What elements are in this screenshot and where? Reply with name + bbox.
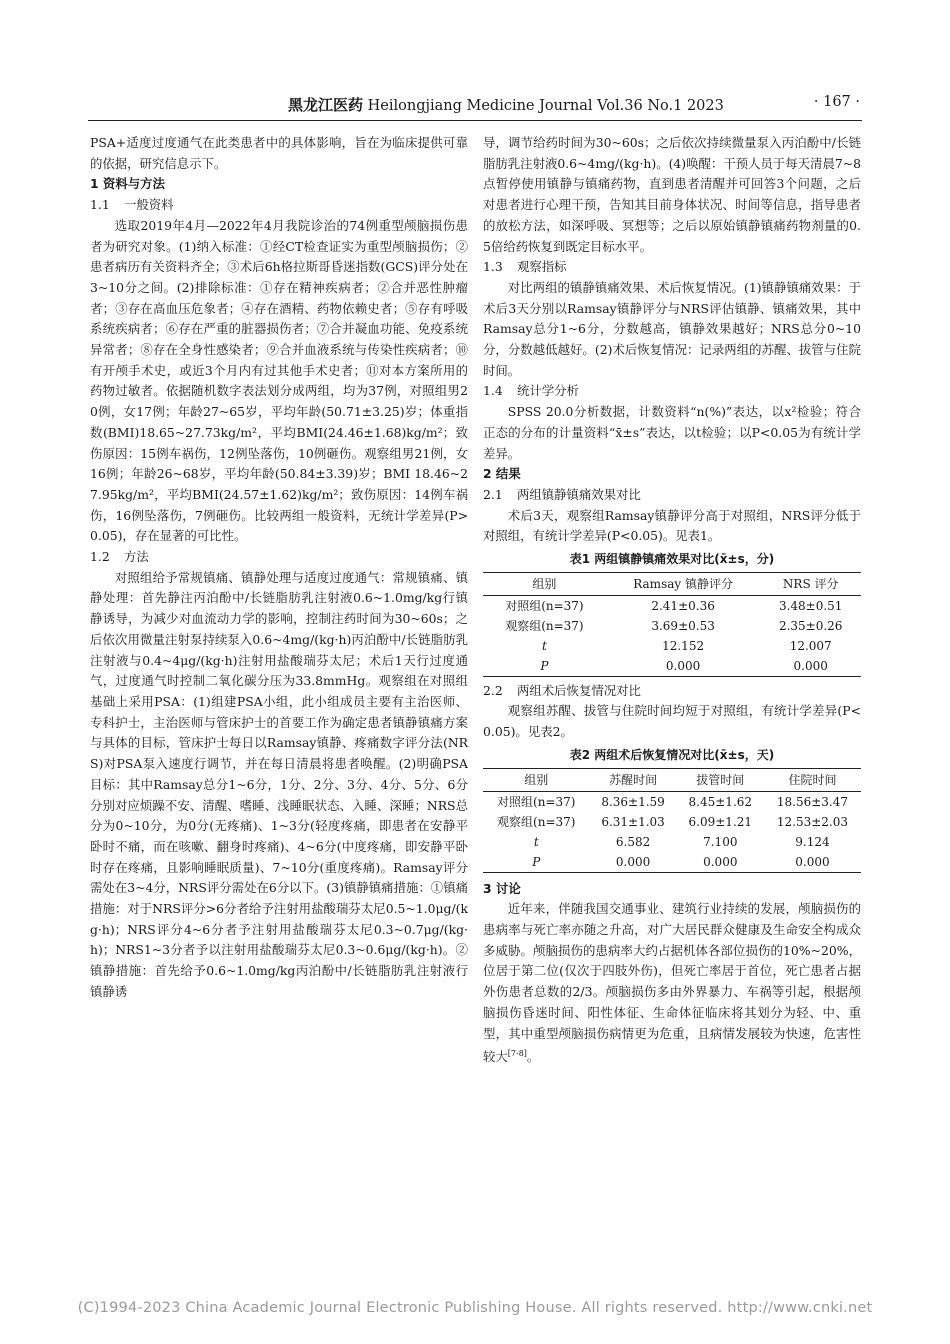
table-cell: 0.000 <box>795 854 830 869</box>
table-cell: 8.45±1.62 <box>688 794 753 809</box>
table-cell: 12.53±2.03 <box>776 814 849 829</box>
table-cell: P <box>540 658 549 673</box>
methods-paragraph: 对照组给予常规镇痛、镇静处理与适度过度通气：常规镇痛、镇静处理：首先静注丙泊酚中/长链脂肪乳注射液0.6~1.0mg/kg行镇静诱导，为减少对血流动力学的影响，控制注药时间为30~60s；之后依次用微量注射泵持续泵入0.6~4mg/(kg·h)丙泊酚中/长链脂肪乳注射液与0.4~4μg/(kg·h)注射用盐酸瑞芬太尼；术后1天行过度通气，过度通气时控制二氧化碳分压为33.8mmHg。观察组在对照组基础上采用PSA：(1)组建PSA小组，此小组成员主要有主治医师、专科护士，主治医师与管床护士的首要工作为确定患者镇静镇痛方案与具体的目标，管床护士每日以Ramsay镇静、疼痛数字评分法(NRS)对PSA泵入速度行调节，并在每日清晨将患者唤醒。(2)明确PSA目标：其中Ramsay总分1~6分，1分、2分、3分、4分、5分、6分分别对应烦躁不安、清醒、嗜睡、浅睡眠状态、入睡、深睡；NRS总分为0~10分，为0分(无疼痛)、1~3分(轻度疼痛，即患者在安静平卧时不痛，而在咳嗽、翻身时疼痛)、4~6分(中度疼痛，即安静平卧时存在疼痛，且影响睡眠质量)、7~10分(重度疼痛)。Ramsay评分需处在3~4分，NRS评分需处在6分以下。(3)镇静镇痛措施：①镇痛措施：对于NRS评分>6分者给予注射用盐酸瑞芬太尼0.5~1.0μg/(kg·h)；NRS评分4~6分者予注射用盐酸瑞芬太尼0.3~0.7μg/(kg·h)；NRS1~3分者予以注射用盐酸瑞芬太尼0.3~0.6μg/(kg·h)。②镇静措施：首先给予0.6~1.0mg/kg丙泊酚中/长链脂肪乳注射液行镇静诱 <box>90 569 468 999</box>
table-cell: 12.152 <box>662 638 705 653</box>
table-cell: 6.31±1.03 <box>601 814 665 829</box>
section-2-heading: 2 结果 <box>483 466 521 482</box>
table-cell: 2.41±0.36 <box>651 598 715 613</box>
table-cell: P <box>532 854 541 869</box>
table-header-cell: 组别 <box>524 772 549 787</box>
right-column <box>483 133 861 1068</box>
table-2-title: 表2 两组术后恢复情况对比(x̄±s，天) <box>569 747 775 762</box>
table-row <box>483 791 861 812</box>
table-cell: 观察组(n=37) <box>497 814 576 829</box>
table-header-row <box>483 572 861 595</box>
journal-title <box>288 94 724 115</box>
table-row <box>483 852 861 873</box>
table-cell: 2.35±0.26 <box>778 618 843 633</box>
table-header-cell: 组别 <box>532 576 557 591</box>
table-header-cell: NRS 评分 <box>782 576 839 591</box>
citation-reference: [7-8] <box>507 1049 527 1059</box>
table-cell: 对照组(n=37) <box>497 794 576 809</box>
table-header-cell: 苏醒时间 <box>609 772 658 787</box>
page-number: · 167 · <box>813 94 860 110</box>
journal-title-en: Heilongjiang Medicine Journal Vol.36 No.1 2023 <box>367 98 724 114</box>
section-1-1-number: 1.1 <box>90 197 110 213</box>
section-1-4-number: 1.4 <box>483 383 503 399</box>
section-1-3-heading <box>483 257 861 278</box>
section-2-2-number: 2.2 <box>483 682 503 698</box>
table-cell: 0.000 <box>615 854 651 869</box>
section-1-2-title: 方法 <box>124 549 149 565</box>
table-header-cell: 拔管时间 <box>696 772 745 787</box>
journal-title-cn: 黑龙江医药 <box>288 96 364 114</box>
table-cell: 8.36±1.59 <box>601 794 665 809</box>
table-header-cell: Ramsay 镇静评分 <box>633 576 733 591</box>
methods-continued-paragraph: 导，调节给药时间为30~60s；之后依次持续微量泵入丙泊酚中/长链脂肪乳注射液0.6~4mg/(kg·h)。(4)唤醒：干预人员于每天清晨7~8点暂停使用镇静与镇痛药物，直到患者清醒并可回答3个问题，之后对患者进行心理干预，告知其目前身体状况、时间等信息，指导患者的放松方法，如深呼吸、冥想等；之后以原始镇静镇痛药物剂量的0.5倍给药恢复到既定目标水平。 <box>483 135 861 254</box>
section-1-heading: 1 资料与方法 <box>90 176 165 192</box>
results-1-paragraph: 术后3天，观察组Ramsay镇静评分高于对照组，NRS评分低于对照组，有统计学差异(P<0.05)。见表1。 <box>483 507 861 544</box>
section-1-1-heading <box>90 195 468 216</box>
section-1-4-title: 统计学分析 <box>517 383 579 399</box>
discussion-paragraph <box>483 899 861 1068</box>
section-1-1-title: 一般资料 <box>124 197 174 213</box>
table-cell: 3.69±0.53 <box>651 618 715 633</box>
table-row <box>483 656 861 677</box>
table-cell: t <box>533 834 539 849</box>
table-row <box>483 832 861 852</box>
general-data-paragraph: 选取2019年4月—2022年4月我院诊治的74例重型颅脑损伤患者为研究对象。(1)纳入标准：①经CT检查证实为重型颅脑损伤；②患者病历有关资料齐全；③术后6h格拉斯哥昏迷指数(GCS)评分处在3~10分之间。(2)排除标准：①存在精神疾病者；②合并恶性肿瘤者；③存在高血压危象者；④存在酒精、药物依赖史者；⑤存有呼吸系统疾病者；⑥存在严重的脏器损伤者；⑦合并凝血功能、免疫系统异常者；⑧存在全身性感染者；⑨合并血液系统与传染性疾病者；⑩有开颅手术史，或近3个月内有过其他手术史者；⑪对本方案所用的药物过敏者。依据随机数字表法划分成两组，均为37例，对照组男20例，女17例；年龄27~65岁，平均年龄(50.71±3.25)岁；体重指数(BMI)18.65~27.73kg/m²，平均BMI(24.46±1.68)kg/m²；致伤原因：15例车祸伤，12例坠落伤，10例砸伤。观察组男21例，女16例；年龄26~68岁，平均年龄(50.84±3.39)岁；BMI 18.46~27.95kg/m²，平均BMI(24.57±1.62)kg/m²；致伤原因：14例车祸伤，16例坠落伤，7例砸伤。比较两组一般资料，无统计学差异(P>0.05)，存在显著的可比性。 <box>90 217 468 544</box>
intro-paragraph: PSA+适度过度通气在此类患者中的具体影响，旨在为临床提供可靠的依据，研究信息示下。 <box>90 135 468 171</box>
running-header <box>88 94 862 121</box>
table-cell: 18.56±3.47 <box>776 794 849 809</box>
section-1-4-heading <box>483 381 861 402</box>
section-2-1-number: 2.1 <box>483 486 503 502</box>
table-row <box>483 616 861 636</box>
section-2-2-title: 两组术后恢复情况对比 <box>517 682 641 698</box>
table-cell: 对照组(n=37) <box>505 598 584 613</box>
section-1-3-number: 1.3 <box>483 259 503 275</box>
table-1-title: 表1 两组镇静镇痛效果对比(x̄±s，分) <box>569 552 775 567</box>
table-2 <box>483 768 861 873</box>
discussion-text: 近年来，伴随我国交通事业、建筑行业持续的发展，颅脑损伤的患病率与死亡率亦随之升高，对广大居民群众健康及生命安全构成众多威胁。颅脑损伤的患病率大约占据机体各部位损伤的10%~20%，位居于第二位(仅次于四肢外伤)，但死亡率居于首位，死亡患者占据外伤患者总数的2/3。颅脑损伤多由外界暴力、车祸等引起，根据颅脑损伤昏迷时间、阳性体征、生命体征临床将其划分为轻、中、重型，其中重型颅脑损伤病情更为危重，且病情发展较为快速，危害性较大 <box>483 901 861 1065</box>
section-1-2-number: 1.2 <box>90 549 110 565</box>
table-header-cell: 住院时间 <box>788 772 837 787</box>
section-2-2-heading <box>483 681 861 702</box>
table-cell: 3.48±0.51 <box>778 598 843 613</box>
results-2-paragraph: 观察组苏醒、拔管与住院时间均短于对照组，有统计学差异(P<0.05)。见表2。 <box>483 703 861 740</box>
table-cell: 0.000 <box>703 854 738 869</box>
section-3-heading: 3 讨论 <box>483 880 521 896</box>
table-cell: 观察组(n=37) <box>505 618 584 633</box>
discussion-end: 。 <box>526 1049 540 1065</box>
table-1 <box>483 572 861 677</box>
table-header-row <box>483 768 861 791</box>
table-cell: 0.000 <box>793 658 828 673</box>
table-cell: 7.100 <box>703 834 738 849</box>
table-cell: t <box>541 638 547 653</box>
table-cell: 6.09±1.21 <box>688 814 753 829</box>
table-row <box>483 636 861 656</box>
table-cell: 12.007 <box>789 638 832 653</box>
indicators-paragraph: 对比两组的镇静镇痛效果、术后恢复情况。(1)镇静镇痛效果：于术后3天分别以Ramsay镇静评分与NRS评估镇静、镇痛效果，其中Ramsay总分1~6分，分数越高，镇静效果越好；NRS总分0~10分，分数越低越好。(2)术后恢复情况：记录两组的苏醒、拔管与住院时间。 <box>483 279 861 378</box>
section-2-1-heading <box>483 485 861 506</box>
table-row <box>483 595 861 616</box>
table-cell: 9.124 <box>795 834 830 849</box>
section-1-2-heading <box>90 547 468 568</box>
table-row <box>483 812 861 832</box>
copyright-footer: (C)1994-2023 China Academic Journal Electronic Publishing House. All rights reserved. http://www.cnki.net <box>77 1300 873 1316</box>
table-cell: 6.582 <box>615 834 651 849</box>
table-cell: 0.000 <box>665 658 701 673</box>
left-column <box>90 133 468 1003</box>
section-2-1-title: 两组镇静镇痛效果对比 <box>517 486 641 502</box>
statistics-paragraph: SPSS 20.0分析数据，计数资料“n(%)”表达，以x²检验；符合正态的分布的计量资料“x̄±s”表达，以t检验；以P<0.05为有统计学差异。 <box>483 404 861 461</box>
section-1-3-title: 观察指标 <box>517 259 567 275</box>
